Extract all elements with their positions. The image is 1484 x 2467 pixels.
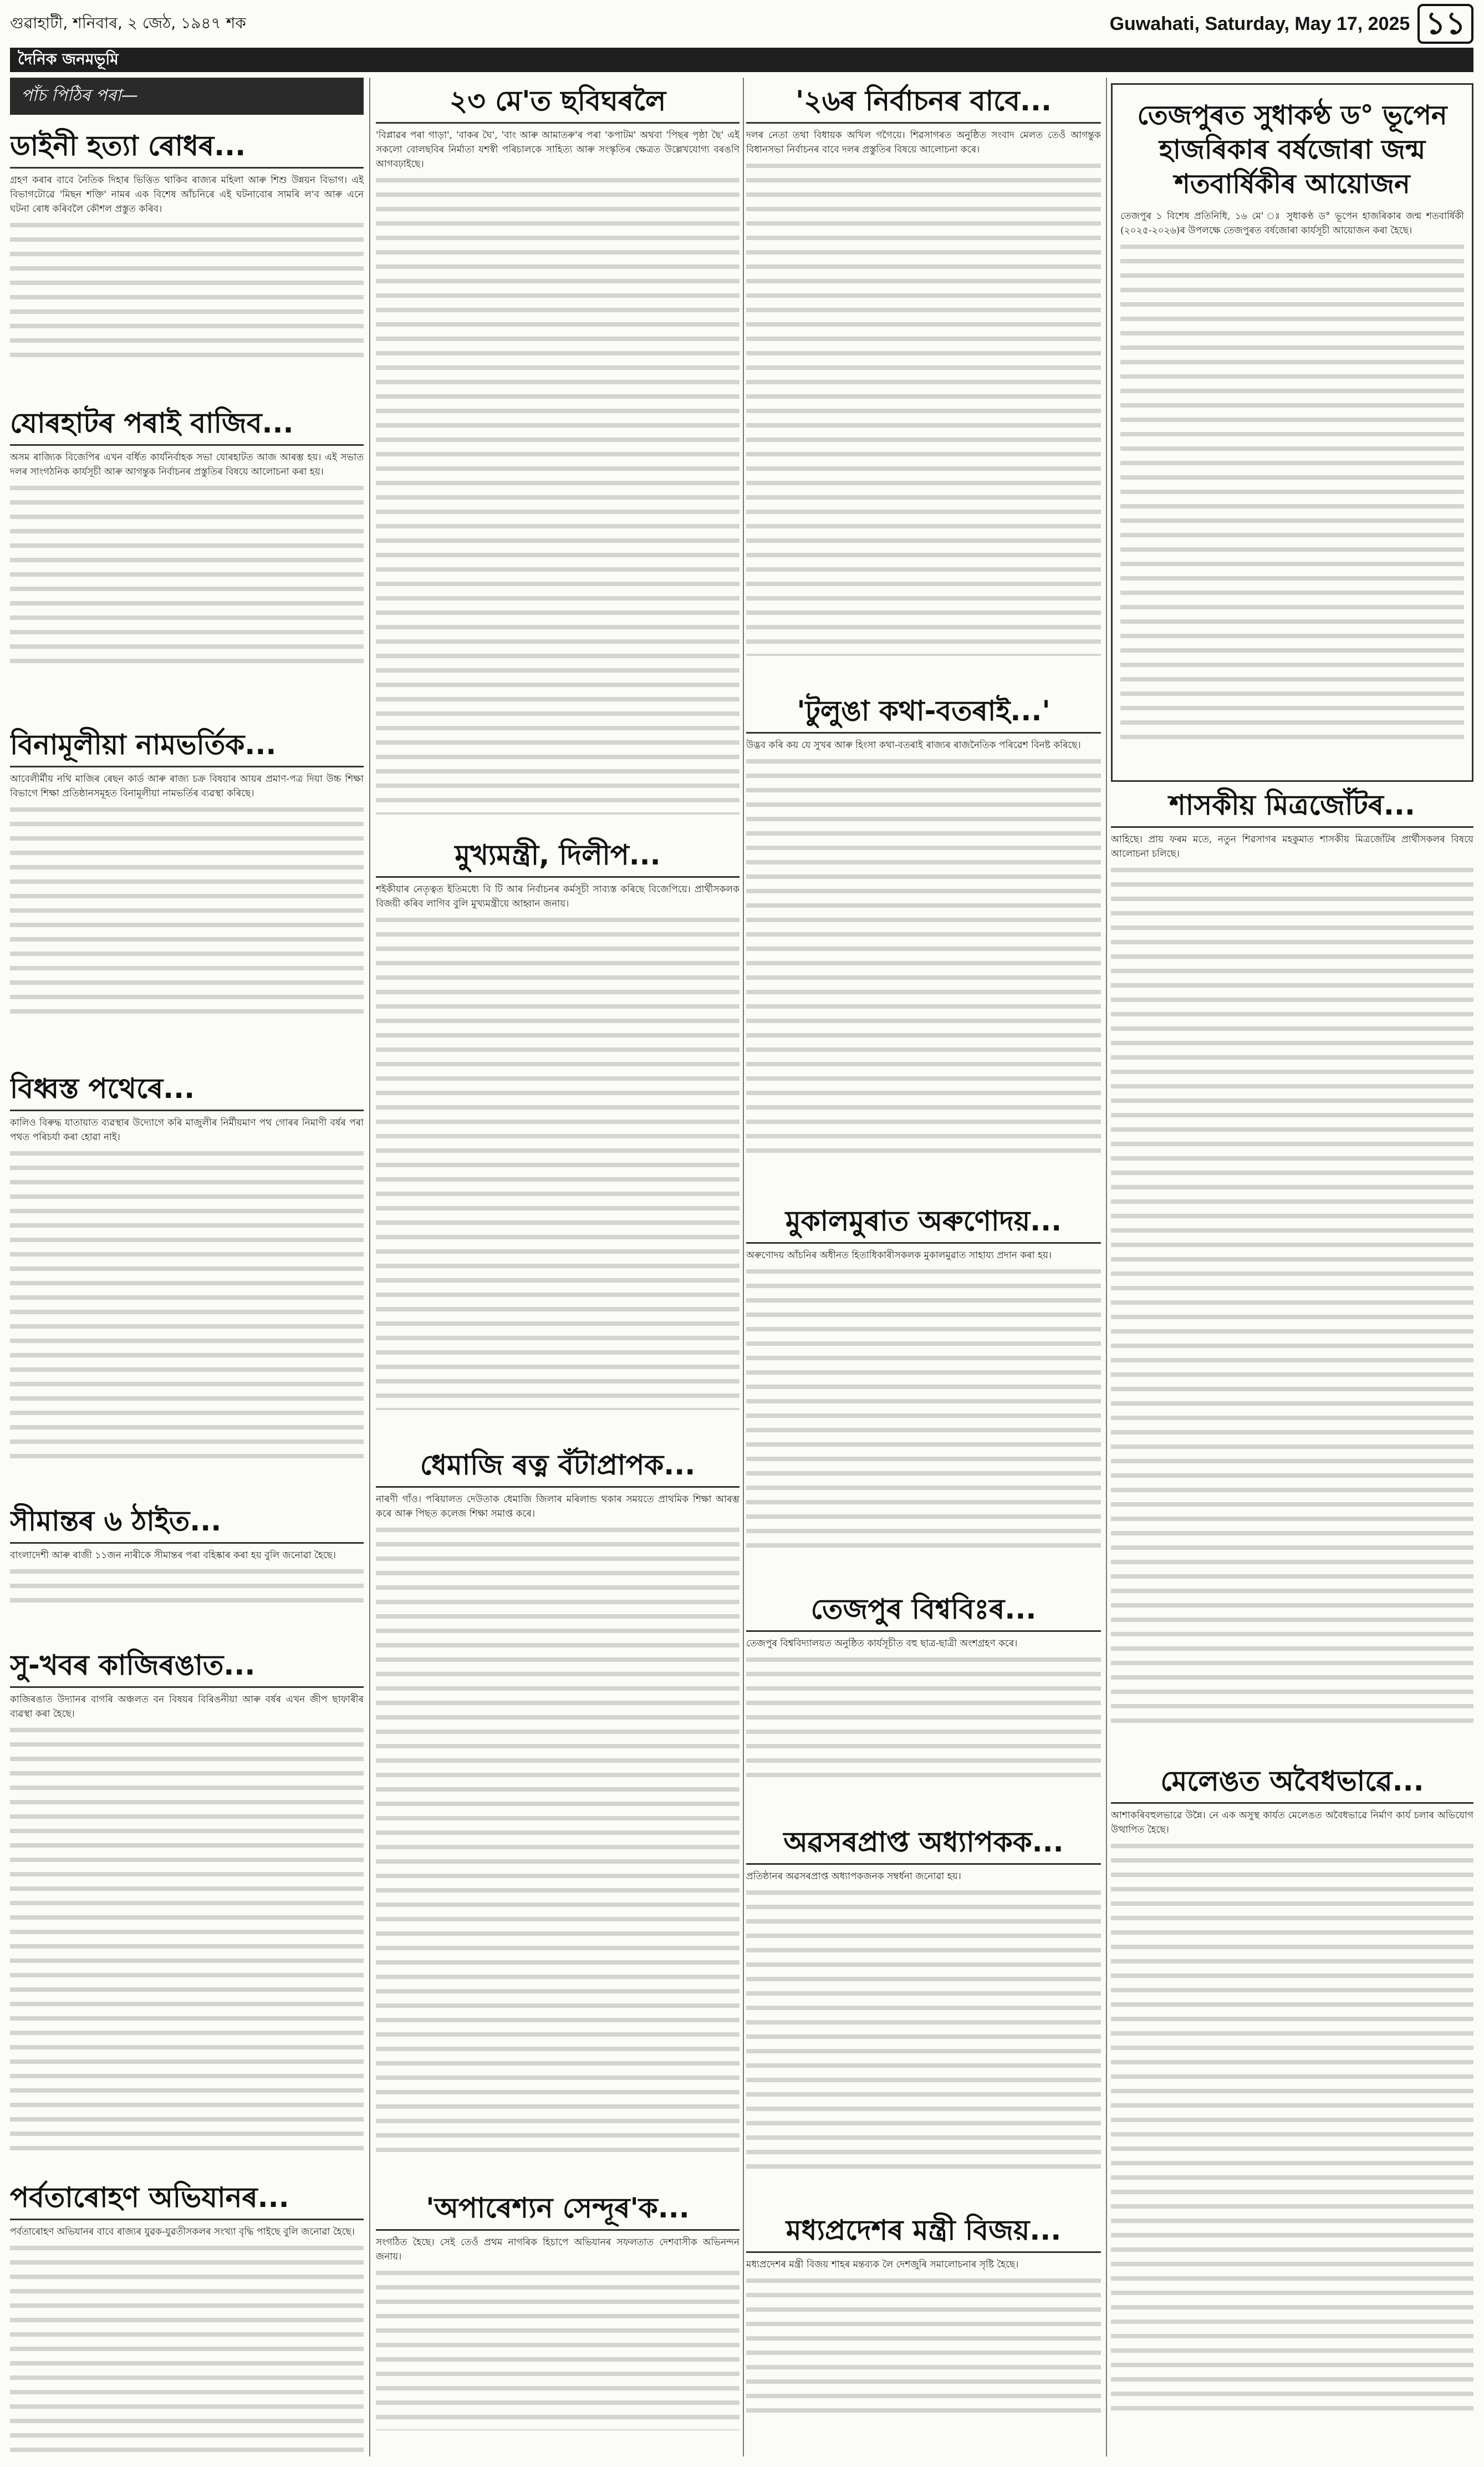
dateline-english: Guwahati, Saturday, May 17, 2025 bbox=[1109, 13, 1410, 34]
column-rule bbox=[1106, 78, 1107, 2456]
text-lines bbox=[1111, 1837, 1473, 2414]
story-headline: ধেমাজি ৰত্ন বঁটাপ্ৰাপক... bbox=[376, 1447, 740, 1488]
story-body: আহিছে। প্ৰায় ফৰম মতে, নতুন শিৱসাগৰ মহকুমাত শাসকীয় মিত্ৰজোঁটৰ প্ৰাৰ্থীসকলৰ বিষয়ে আলোচনা চলিছে। bbox=[1111, 834, 1473, 859]
text-lines bbox=[746, 1651, 1101, 1784]
text-lines bbox=[1120, 238, 1464, 748]
masthead bbox=[10, 4, 1473, 43]
story bbox=[10, 123, 364, 400]
story-body: কাজিৰঙাত উদ্যানৰ বাগৰি অঞ্চলত বন বিষয়ৰ বিৰিঙনীয়া আৰু বৰ্ষৰ এখন জীপ ছাফাৰীৰ ব্যৱস্থা কৰা হৈছে। bbox=[10, 1694, 364, 1720]
story-body: গ্ৰহণ কৰাৰ বাবে নৈতিক দিহাৰ ভিত্তিত থাকিব ৰাজ্যৰ মহিলা আৰু শিশু উন্নয়ন বিভাগ। এই বিভাগটোৱে 'মিছন শক্তি' নামৰ এক বিশেষ আঁচনিৰে এই ঘটনাবোৰ সামৰি ল'ব আৰু এনে ঘটনা ৰোধ কৰিবলৈ কৌশল প্ৰস্তুত কৰিব। bbox=[10, 175, 364, 215]
story bbox=[746, 1819, 1101, 2207]
text-lines bbox=[376, 2264, 740, 2430]
story-body: প্ৰতিষ্ঠানৰ অৱসৰপ্ৰাপ্ত অধ্যাপকজনক সম্বৰ্ধনা জনোৱা হয়। bbox=[746, 1871, 961, 1882]
story-body: কালিও বিৰুদ্ধ যাতায়াত ব্যৱস্থাৰ উদ্যোগে কৰি মাজুলীৰ নিৰ্মীয়মাণ পথ গোৰৰ নিমাণী বৰ্ষৰ পৰা পথত পৰিচৰ্যা কৰা হোৱা নাই। bbox=[10, 1117, 364, 1143]
column-2 bbox=[376, 78, 740, 2456]
story-body: শইকীয়াৰ নেতৃত্বত ইতিমধ্যে বি টি আৰ নিৰ্বাচনৰ কৰ্মসূচী সাব্যস্ত কৰিছে বিজেপিয়ে। প্ৰাৰ্থীসকলক বিজয়ী কৰিব লাগিব বুলি মুখ্যমন্ত্ৰীয়ে আহ্বান জনায়। bbox=[376, 884, 740, 909]
story-body: মধ্যপ্ৰদেশৰ মন্ত্ৰী বিজয় শাহৰ মন্তব্যক লৈ দেশজুৰি সমালোচনাৰ সৃষ্টি হৈছে। bbox=[746, 2259, 1019, 2270]
story-headline: '২৬ৰ নিৰ্বাচনৰ বাবে... bbox=[746, 83, 1101, 124]
story-headline: মুখ্যমন্ত্ৰী, দিলীপ... bbox=[376, 837, 740, 878]
story-body: অৰুণোদয় আঁচনিৰ অধীনত হিতাধিকাৰীসকলক মুকালমুৱাত সাহায্য প্ৰদান কৰা হয়। bbox=[746, 1250, 1052, 1261]
text-lines bbox=[10, 216, 364, 360]
story-body: আশাকৰিবহুলভাৱে উন্নৈ। নে এক অসুস্থ কাৰ্যত মেলেঙত অবৈধভাৱে নিৰ্মাণ কাৰ্য চলাৰ অভিযোগ উত্থাপিত হৈছে। bbox=[1111, 1810, 1473, 1835]
story-body: উদ্ভব কৰি কয় যে সুখৰ আৰু হিংসা কথা-বতৰাই ৰাজ্যৰ ৰাজনৈতিক পৰিৱেশ বিনষ্ট কৰিছে। bbox=[746, 740, 1081, 751]
text-lines bbox=[1111, 861, 1473, 1726]
story-headline: পৰ্বতাৰোহণ অভিযানৰ... bbox=[10, 2180, 364, 2220]
text-lines bbox=[10, 2239, 364, 2455]
boxed-story bbox=[1111, 83, 1473, 782]
text-lines bbox=[376, 911, 740, 1410]
page-number: ১১ bbox=[1417, 4, 1473, 44]
story bbox=[10, 1642, 364, 2174]
story-body: অসম ৰাজ্যিক বিজেপিৰ এখন বৰ্ধিত কাৰ্যনিৰ্বাহক সভা যোৰহাটত আজ আৰম্ভ হয়। এই সভাত দলৰ সাংগঠনিক কাৰ্যসূচী আৰু আগন্তুক নিৰ্বাচনৰ প্ৰস্তুতিৰ বিষয়ে আলোচনা কৰা হয়। bbox=[10, 452, 364, 477]
text-lines bbox=[376, 171, 740, 815]
story-headline: সীমান্তৰ ৬ ঠাইত... bbox=[10, 1503, 364, 1544]
story bbox=[1111, 1758, 1473, 2445]
story-body: সংগঠিত হৈছে। সেই তেওঁ প্ৰথম নাগৰিক হিচাপে অভিযানৰ সফলতাত দেশবাসীক অভিনন্দন জনায়। bbox=[376, 2237, 740, 2262]
story bbox=[1111, 782, 1473, 1758]
story-headline: বিনামূলীয়া নামভৰ্তিক... bbox=[10, 727, 364, 767]
story-headline: 'টুলুঙা কথা-বতৰাই...' bbox=[746, 693, 1101, 734]
story-body: দলৰ নেতা তথা বিধায়ক অখিল গগৈয়ে। শিৱসাগৰত অনুষ্ঠিত সংবাদ মেলত তেওঁ আগন্তুক বিধানসভা নিৰ্বাচনৰ বাবে দলৰ প্ৰস্তুতিৰ বিষয়ে আলোচনা কৰে। bbox=[746, 130, 1101, 155]
text-lines bbox=[746, 752, 1101, 1163]
story bbox=[10, 721, 364, 1065]
story-headline: 'অপাৰেশ্যন সেন্দূৰ'ক... bbox=[376, 2190, 740, 2231]
text-lines bbox=[10, 1563, 364, 1613]
story bbox=[10, 1498, 364, 1642]
text-lines bbox=[10, 1145, 364, 1466]
column-rule bbox=[369, 78, 370, 2456]
story-body: নাৰণী গাঁও। পৰিয়ালত দেউতাক ধেমাজি জিলাৰ মৰিলান্ড থকাৰ সময়তে প্ৰাথমিক শিক্ষা আৰম্ভ কৰে আৰু পিছত কলেজ শিক্ষা সমাপ্ত কৰে। bbox=[376, 1494, 740, 1519]
text-lines bbox=[746, 157, 1101, 656]
story bbox=[10, 1065, 364, 1498]
story bbox=[10, 400, 364, 721]
story-headline: মধ্যপ্ৰদেশৰ মন্ত্ৰী বিজয়... bbox=[746, 2212, 1101, 2253]
story-headline: মেলেঙত অবৈধভাৱে... bbox=[1111, 1763, 1473, 1804]
story-headline: যোৰহাটৰ পৰাই বাজিব... bbox=[10, 405, 364, 446]
story-headline: অৱসৰপ্ৰাপ্ত অধ্যাপকক... bbox=[746, 1824, 1101, 1865]
story-body: তেজপুৰ বিশ্ববিদ্যালয়ত অনুষ্ঠিত কাৰ্যসূচীত বহু ছাত্ৰ-ছাত্ৰী অংশগ্ৰহণ কৰে। bbox=[746, 1638, 1018, 1649]
story bbox=[746, 78, 1101, 688]
column-4 bbox=[1111, 78, 1473, 2456]
story-headline: বিধ্বস্ত পথেৰে... bbox=[10, 1071, 364, 1111]
dateline-assamese: গুৱাহাটী, শনিবাৰ, ২ জেঠ, ১৯৪৭ শক bbox=[10, 13, 246, 32]
story-headline: শাসকীয় মিত্ৰজোঁটৰ... bbox=[1111, 787, 1473, 828]
story-headline: ২৩ মে'ত ছবিঘৰলৈ bbox=[376, 83, 740, 124]
story-headline: সু-খবৰ কাজিৰঙাত... bbox=[10, 1647, 364, 1688]
story-body: বাংলাদেশী আৰু ৰাজী ১১জন নাৰীকে সীমান্তৰ পৰা বহিষ্কাৰ কৰা হয় বুলি জনোৱা হৈছে। bbox=[10, 1550, 336, 1561]
section-tag: পাঁচ পিঠিৰ পৰা— bbox=[10, 78, 364, 115]
text-lines bbox=[10, 801, 364, 1023]
story-headline: তেজপুৰ বিশ্ববিঃৰ... bbox=[746, 1591, 1101, 1632]
story-headline: মুকালমুৰাত অৰুণোদয়... bbox=[746, 1203, 1101, 1244]
text-lines bbox=[746, 2272, 1101, 2416]
story bbox=[10, 2174, 364, 2456]
text-lines bbox=[10, 1721, 364, 2159]
column-rule bbox=[743, 78, 744, 2456]
story bbox=[746, 1198, 1101, 1586]
story bbox=[376, 2185, 740, 2451]
text-lines bbox=[746, 1884, 1101, 2172]
text-lines bbox=[376, 1521, 740, 2153]
story-body: পৰ্বতাৰোহণ অভিযানৰ বাবে ৰাজ্যৰ যুৱক-যুৱতীসকলৰ সংখ্যা বৃদ্ধি পাইছে বুলি জনোৱা হৈছে। bbox=[10, 2226, 355, 2237]
text-lines bbox=[746, 1263, 1101, 1551]
paper-name-bar: দৈনিক জনমভূমি bbox=[10, 48, 1473, 72]
text-lines bbox=[10, 479, 364, 668]
story bbox=[376, 78, 740, 832]
story bbox=[376, 1442, 740, 2185]
story bbox=[746, 2207, 1101, 2451]
story-headline: তেজপুৰত সুধাকণ্ঠ ড° ভূপেন হাজৰিকাৰ বৰ্ষজোৰা জন্ম শতবাৰ্ষিকীৰ আয়োজন bbox=[1137, 100, 1447, 200]
story-headline: ডাইনী হত্যা ৰোধৰ... bbox=[10, 128, 364, 169]
column-3 bbox=[746, 78, 1101, 2456]
story-body: তেজপুৰ ১ বিশেষ প্ৰতিনিধি, ১৬ মে' ঃ সুধাকণ্ঠ ড° ভূপেন হাজৰিকাৰ জন্ম শতবাৰ্ষিকী (২০২৫-২০২৬)ৰ উপলক্ষে তেজপুৰত বৰ্ষজোৰা কাৰ্যসূচী আয়োজন কৰা হৈছে। bbox=[1120, 211, 1464, 236]
story bbox=[746, 688, 1101, 1198]
story-body: 'বিপ্লাৱৰ পৰা গাড়া', 'বাকৰ ঘৈ', 'বাং আৰু আমাতৰু'ৰ পৰা 'কপাটম' অথবা 'পিছৰ পৃষ্ঠা ছৈ' এই সকলো বোলছবিৰ নিৰ্মাতা যশস্বী পৰিচালকে সাহিত্য আৰু সংস্কৃতিৰ ক্ষেত্ৰত উল্লেখযোগ্য বৰঙণি আগবঢ়াইছে। bbox=[376, 130, 740, 170]
story bbox=[376, 832, 740, 1442]
story-body: আবেলীৰ্মীয় নথি মাজিৰ ৰেছন কাৰ্ড আৰু ৰাজ্য চক্ৰ বিষয়াৰ আয়ৰ প্ৰমাণ-পত্ৰ দিয়া উচ্চ শিক্ষা বিভাগে শিক্ষা প্ৰতিষ্ঠানসমূহত বিনামূলীয়া নামভৰ্তিৰ ব্যৱস্থা কৰিছে। bbox=[10, 774, 364, 799]
column-1 bbox=[10, 78, 364, 2456]
masthead-right bbox=[1110, 4, 1473, 44]
story bbox=[746, 1586, 1101, 1819]
